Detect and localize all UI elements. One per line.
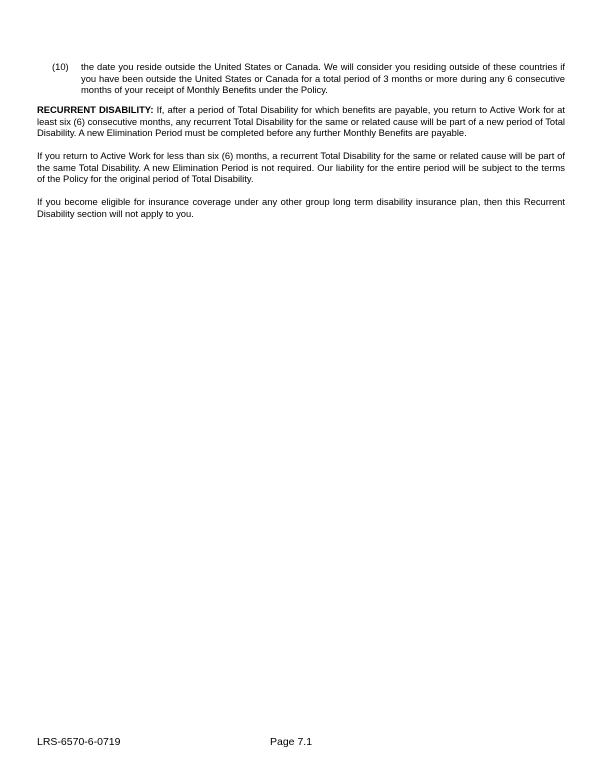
footer-page-number: Page 7.1 [270,736,313,748]
list-item-10 [52,61,565,96]
footer-form-code: LRS-6570-6-0719 [37,736,121,748]
return-less-than-six-months-paragraph: If you return to Active Work for less than six (6) months, a recurrent Total Disability for the same or related cause will be part of the same Total Disability. A new Elimination Period is not required. Our liability for the entire period will be subject to the terms of the Policy for the original period of Total Disability. [37,150,565,185]
other-plan-paragraph: If you become eligible for insurance coverage under any other group long term disability insurance plan, then this Recurrent Disability section will not apply to you. [37,196,565,219]
list-item-text: the date you reside outside the United States or Canada. We will consider you residing outside of these countries if you have been outside the United States or Canada for a total period of 3 months or more during any 6 consecutive months of your receipt of Monthly Benefits under the Policy. [81,61,565,96]
recurrent-disability-text: If, after a period of Total Disability for which benefits are payable, you return to Active Work for at least six (6) consecutive months, any recurrent Total Disability for the same or related cause will be part of a new period of Total Disability. A new Elimination Period must be completed before any further Monthly Benefits are payable. [37,104,566,139]
list-item-number: (10) [52,61,69,72]
recurrent-disability-paragraph [37,104,565,139]
recurrent-disability-heading: RECURRENT DISABILITY: [37,104,154,115]
